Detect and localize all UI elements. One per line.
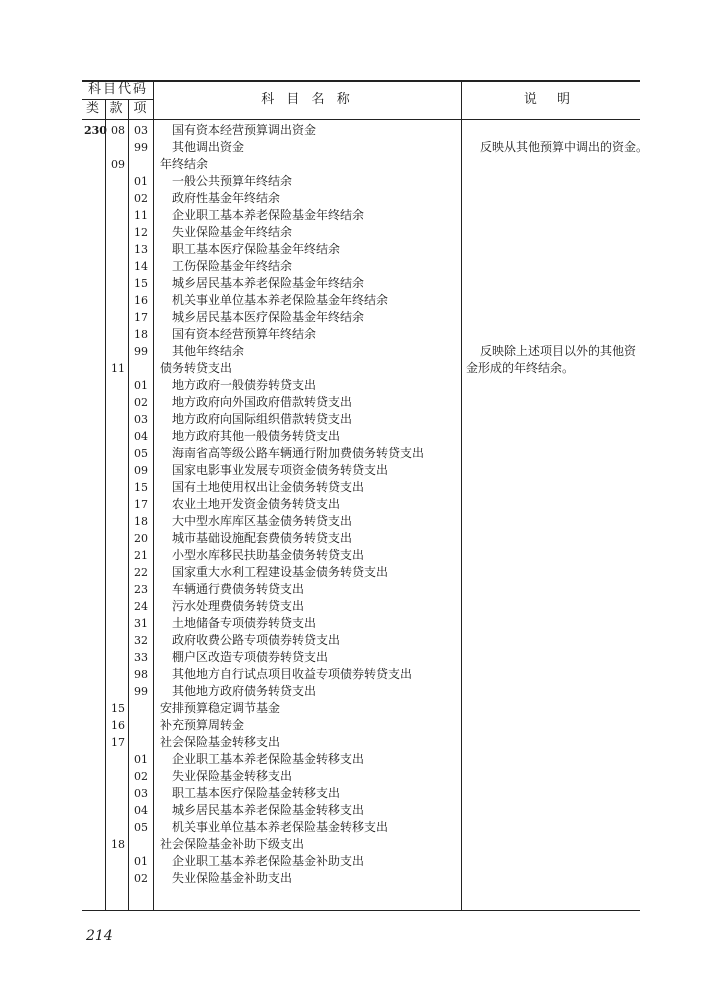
code-xiang: 02 xyxy=(134,396,148,409)
note-text-line1: 反映除上述项目以外的其他资 xyxy=(480,344,637,358)
code-xiang: 01 xyxy=(134,855,148,868)
code-xiang: 05 xyxy=(134,821,148,834)
table-row xyxy=(0,870,721,887)
code-xiang: 18 xyxy=(134,328,148,341)
code-xiang: 14 xyxy=(134,260,148,273)
table-row xyxy=(0,122,721,139)
code-xiang: 01 xyxy=(134,175,148,188)
subject-name: 农业土地开发资金债务转贷支出 xyxy=(172,497,341,511)
code-kuan: 17 xyxy=(111,736,125,749)
subject-name: 污水处理费债务转贷支出 xyxy=(172,599,305,613)
code-xiang: 98 xyxy=(134,668,148,681)
header-kuan: 款 xyxy=(109,101,125,116)
code-xiang: 17 xyxy=(134,498,148,511)
table-row xyxy=(0,479,721,496)
table-row xyxy=(0,700,721,717)
subject-name: 职工基本医疗保险基金年终结余 xyxy=(172,242,341,256)
code-xiang: 02 xyxy=(134,872,148,885)
table-row xyxy=(0,258,721,275)
code-xiang: 32 xyxy=(134,634,148,647)
code-xiang: 21 xyxy=(134,549,148,562)
table-row xyxy=(0,156,721,173)
subject-name: 年终结余 xyxy=(160,157,209,171)
table-row xyxy=(0,768,721,785)
table-row xyxy=(0,598,721,615)
subject-name: 机关事业单位基本养老保险基金年终结余 xyxy=(172,293,389,307)
table-row xyxy=(0,581,721,598)
code-xiang: 11 xyxy=(134,209,148,222)
code-xiang: 04 xyxy=(134,430,148,443)
subject-name: 债务转贷支出 xyxy=(160,361,233,375)
page-number: 214 xyxy=(86,928,113,944)
header-note: 说 明 xyxy=(523,92,579,107)
subject-name: 社会保险基金补助下级支出 xyxy=(160,837,305,851)
code-xiang: 99 xyxy=(134,345,148,358)
subject-name: 失业保险基金年终结余 xyxy=(172,225,293,239)
code-xiang: 01 xyxy=(134,379,148,392)
code-xiang: 09 xyxy=(134,464,148,477)
subject-name: 失业保险基金补助支出 xyxy=(172,871,293,885)
code-xiang: 02 xyxy=(134,192,148,205)
header-code-group: 科目代码 xyxy=(87,82,148,97)
subject-name: 其他地方自行试点项目收益专项债券转贷支出 xyxy=(172,667,413,681)
table-row xyxy=(0,173,721,190)
code-xiang: 01 xyxy=(134,753,148,766)
table-row xyxy=(0,241,721,258)
table-row xyxy=(0,190,721,207)
table-row xyxy=(0,394,721,411)
code-xiang: 13 xyxy=(134,243,148,256)
subject-name: 失业保险基金转移支出 xyxy=(172,769,293,783)
table-row xyxy=(0,666,721,683)
code-kuan: 11 xyxy=(111,362,125,375)
table-row xyxy=(0,530,721,547)
table-row xyxy=(0,717,721,734)
code-xiang: 18 xyxy=(134,515,148,528)
code-kuan: 18 xyxy=(111,838,125,851)
subject-name: 政府收费公路专项债券转贷支出 xyxy=(172,633,341,647)
table-row xyxy=(0,411,721,428)
code-xiang: 15 xyxy=(134,481,148,494)
table-row xyxy=(0,734,721,751)
table-row xyxy=(0,275,721,292)
table-row xyxy=(0,428,721,445)
table-top-rule xyxy=(82,80,640,82)
code-xiang: 15 xyxy=(134,277,148,290)
table-row xyxy=(0,564,721,581)
subject-name: 地方政府一般债券转贷支出 xyxy=(172,378,317,392)
table-row xyxy=(0,836,721,853)
subject-name: 国有土地使用权出让金债务转贷支出 xyxy=(172,480,365,494)
table-row xyxy=(0,292,721,309)
subject-name: 国有资本经营预算年终结余 xyxy=(172,327,317,341)
code-kuan: 15 xyxy=(111,702,125,715)
table-row xyxy=(0,513,721,530)
code-xiang: 17 xyxy=(134,311,148,324)
subject-name: 安排预算稳定调节基金 xyxy=(160,701,281,715)
table-row xyxy=(0,207,721,224)
table-row xyxy=(0,326,721,343)
subject-name: 企业职工基本养老保险基金年终结余 xyxy=(172,208,365,222)
note-text-line2: 金形成的年终结余。 xyxy=(466,361,575,375)
table-row xyxy=(0,649,721,666)
subject-name: 海南省高等级公路车辆通行附加费债务转贷支出 xyxy=(172,446,425,460)
table-row xyxy=(0,224,721,241)
table-row xyxy=(0,683,721,700)
subject-name: 地方政府向外国政府借款转贷支出 xyxy=(172,395,353,409)
code-xiang: 20 xyxy=(134,532,148,545)
subject-name: 大中型水库库区基金债务转贷支出 xyxy=(172,514,353,528)
subject-name: 城乡居民基本养老保险基金转移支出 xyxy=(172,803,365,817)
subject-name: 其他年终结余 xyxy=(172,344,245,358)
table-bottom-rule xyxy=(82,910,640,911)
table-row xyxy=(0,309,721,326)
subject-name: 车辆通行费债务转贷支出 xyxy=(172,582,305,596)
code-kuan: 09 xyxy=(111,158,125,171)
subject-name: 地方政府向国际组织借款转贷支出 xyxy=(172,412,353,426)
subject-name: 地方政府其他一般债务转贷支出 xyxy=(172,429,341,443)
subject-name: 其他调出资金 xyxy=(172,140,245,154)
header-lei: 类 xyxy=(85,101,101,116)
code-xiang: 03 xyxy=(134,124,148,137)
table-row xyxy=(0,462,721,479)
subject-name: 土地储备专项债券转贷支出 xyxy=(172,616,317,630)
subject-name: 城乡居民基本养老保险基金年终结余 xyxy=(172,276,365,290)
code-group-rule xyxy=(82,99,154,100)
code-xiang: 23 xyxy=(134,583,148,596)
table-row xyxy=(0,632,721,649)
subject-name: 城市基础设施配套费债务转贷支出 xyxy=(172,531,353,545)
subject-name: 其他地方政府债务转贷支出 xyxy=(172,684,317,698)
code-xiang: 02 xyxy=(134,770,148,783)
subject-name: 国家电影事业发展专项资金债务转贷支出 xyxy=(172,463,389,477)
code-xiang: 99 xyxy=(134,685,148,698)
subject-name: 国家重大水利工程建设基金债务转贷支出 xyxy=(172,565,389,579)
subject-name: 工伤保险基金年终结余 xyxy=(172,259,293,273)
subject-name: 企业职工基本养老保险基金补助支出 xyxy=(172,854,365,868)
subject-name: 社会保险基金转移支出 xyxy=(160,735,281,749)
table-row xyxy=(0,496,721,513)
code-xiang: 05 xyxy=(134,447,148,460)
subject-name: 一般公共预算年终结余 xyxy=(172,174,293,188)
note-other-year-end-balance xyxy=(466,343,638,377)
subject-name: 机关事业单位基本养老保险基金转移支出 xyxy=(172,820,389,834)
table-row xyxy=(0,751,721,768)
code-xiang: 33 xyxy=(134,651,148,664)
table-row xyxy=(0,785,721,802)
code-xiang: 31 xyxy=(134,617,148,630)
code-xiang: 99 xyxy=(134,141,148,154)
code-xiang: 04 xyxy=(134,804,148,817)
table-row xyxy=(0,377,721,394)
table-row xyxy=(0,445,721,462)
code-xiang: 03 xyxy=(134,787,148,800)
subject-name: 城乡居民基本医疗保险基金年终结余 xyxy=(172,310,365,324)
code-xiang: 16 xyxy=(134,294,148,307)
header-name: 科 目 名 称 xyxy=(261,92,354,107)
code-lei: 230 xyxy=(84,124,107,137)
subject-name: 小型水库移民扶助基金债务转贷支出 xyxy=(172,548,365,562)
table-row xyxy=(0,615,721,632)
table-row xyxy=(0,853,721,870)
subject-name: 棚户区改造专项债券转贷支出 xyxy=(172,650,329,664)
code-xiang: 03 xyxy=(134,413,148,426)
header-xiang: 项 xyxy=(133,101,149,116)
subject-name: 国有资本经营预算调出资金 xyxy=(172,123,317,137)
code-xiang: 24 xyxy=(134,600,148,613)
note-other-transfers xyxy=(466,139,649,156)
table-row xyxy=(0,547,721,564)
code-kuan: 08 xyxy=(111,124,125,137)
code-xiang: 22 xyxy=(134,566,148,579)
subject-name: 补充预算周转金 xyxy=(160,718,245,732)
code-xiang: 12 xyxy=(134,226,148,239)
subject-name: 政府性基金年终结余 xyxy=(172,191,281,205)
header-bottom-rule xyxy=(82,119,640,120)
note-text: 反映从其他预算中调出的资金。 xyxy=(480,140,649,154)
code-kuan: 16 xyxy=(111,719,125,732)
table-row xyxy=(0,802,721,819)
subject-name: 企业职工基本养老保险基金转移支出 xyxy=(172,752,365,766)
table-row xyxy=(0,819,721,836)
subject-name: 职工基本医疗保险基金转移支出 xyxy=(172,786,341,800)
